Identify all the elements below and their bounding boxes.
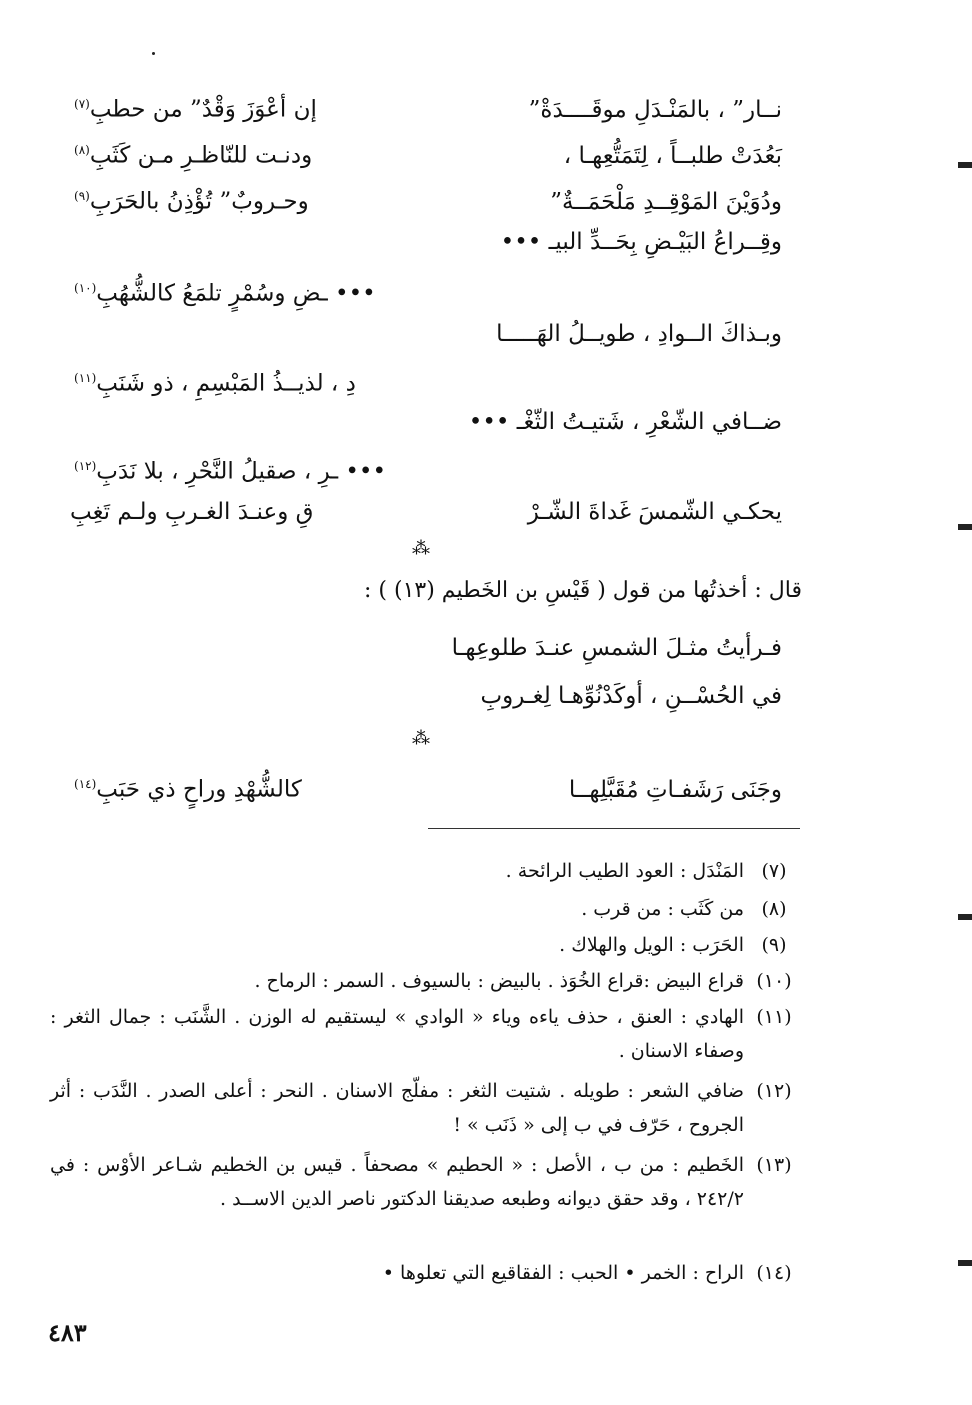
attribution-line: قال : أخذتُها من قول ( قَيْسِ بن الخَطيم (١٣) ) :: [364, 578, 802, 603]
verse-right: ضــافي الشّعْرِ ، شَتيـتُ الثّغْـ •••: [468, 409, 782, 435]
footnote-ref: (١٠): [74, 281, 97, 295]
quote-text: فـرأيتُ مثـلَ الشمسِ عنـدَ طلوعِهـا: [451, 635, 782, 661]
verse-left: [70, 268, 376, 314]
verse-line: [70, 446, 782, 490]
verse-left: [70, 84, 317, 130]
verse-left-text: دِ ، لذيــذُ المَبْسِمِ ، ذو شَنَبِ: [96, 370, 356, 397]
verse-left-text: ••• ـرِ ، صقيلُ النَّحْرِ ، بلا نَدَبِ: [96, 458, 387, 485]
footnote-number: (١٢): [756, 1080, 792, 1102]
footnote: [50, 1000, 804, 1068]
footnote-number: (٩): [761, 934, 787, 956]
footnote-separator: [428, 828, 800, 829]
verse-line: [70, 268, 782, 312]
footnote-number: (٧): [761, 860, 787, 882]
verse-left: [70, 130, 312, 176]
verse-right: بَعُدَتْ طلبــاً ، لِتَمَتُّعِهـا ،: [563, 142, 782, 169]
footnote-text: من كَثَب : من قرب .: [581, 898, 744, 920]
footnote-text: الحَرَب : الويل والهلاك .: [559, 934, 744, 956]
footnote: [50, 928, 804, 962]
footnote-ref: (٨): [74, 143, 90, 157]
verse-right: يحكـي الشّمسَ غَداةَ الشّـرْ: [527, 499, 782, 525]
page-number: ٤٨٣: [48, 1318, 87, 1347]
verse-left: [70, 176, 309, 222]
verse-line: [70, 130, 782, 174]
footnote-text: المَنْدَل : العود الطيب الرائحة .: [505, 860, 744, 882]
verse-right: وقِــراعُ البَيْـضِ بِحَــدِّ البيـ •••: [500, 229, 782, 255]
scan-edge-mark: [958, 1260, 972, 1266]
footnote: [50, 892, 804, 926]
quote-text: في الحُسْــنِ ، أوكَدْنُوِّهـا لِغـروبِ: [480, 683, 782, 709]
footnote: [50, 1074, 804, 1142]
verse-line: [70, 492, 782, 536]
verse-left-text: إن أعْوَزَ وَقْدٌ” من حطبِ: [89, 96, 317, 123]
verse-left-text: ••• ـضِ وسُمْرٍ تلمَعُ كالشُّهُبِ: [96, 280, 376, 307]
verse-line: [70, 222, 782, 266]
footnote: [50, 964, 804, 998]
verse-line: [70, 402, 782, 446]
scan-edge-mark: [958, 524, 972, 530]
verse-left: [70, 358, 356, 404]
scan-edge-mark: [958, 162, 972, 168]
verse-line: [70, 84, 782, 128]
footnote-ref: (٩): [74, 189, 90, 203]
footnote-number: (١٣): [756, 1154, 792, 1176]
footnote-text: الراح : الخمر • الحبب : الفقاقيع التي تعلوها •: [382, 1262, 744, 1284]
verse-left: [70, 764, 302, 810]
scan-edge-mark: [958, 914, 972, 920]
section-stars: ⁂: [412, 728, 426, 749]
footnote-ref: (١٤): [74, 777, 97, 791]
footnote-text: الخَطيم : من ب ، الأصل : « الحطيم » مصحفاً . قيس بن الخطيم شـاعر الأوْس : في ٢٤٢/٢ ، وقد حقق ديوانه وطبعه صديقنا الدكتور ناصر الدين الاســد .: [50, 1154, 744, 1210]
verse-left: [70, 446, 386, 492]
footnote-text: الهادي : العنق ، حذف ياءه وياء « الوادي » ليستقيم له الوزن . الشَّنَب : جمال الثغر : وصفاء الاسنان .: [50, 1006, 744, 1062]
footnote: [50, 1256, 804, 1290]
verse-right: ودُوَيْنَ المَوْقِــدِ مَلْحَمَــةٌ”: [550, 188, 782, 215]
verse-line: [70, 314, 782, 358]
footnote: [50, 1148, 804, 1216]
footnote-number: (١١): [756, 1006, 792, 1028]
verse-line: [70, 358, 782, 402]
verse-left-text: كالشُّهْدِ وراحٍ ذي حَبَبِ: [96, 776, 302, 803]
footnote: [50, 854, 804, 888]
footnote-number: (١٤): [756, 1262, 792, 1284]
verse-right: وجَنَى رَشَفـاتِ مُقَبَّلِهــا: [568, 776, 782, 803]
verse-right: نــار” ، بالمَنْـدَلِ موقَــــدَةْ”: [528, 96, 782, 123]
footnote-number: (١٠): [756, 970, 792, 992]
quoted-verse-line: [70, 628, 782, 672]
footnote-ref: (١١): [74, 371, 97, 385]
footnote-text: قراع البيض :قراع الخُوَذ . بالبيض : بالسيوف . السمر : الرماح .: [254, 970, 744, 992]
footnote-ref: (٧): [74, 97, 90, 111]
footnote-text: ضافي الشعر : طويله . شتيت الثغر : مفلّج الاسنان . النحر : أعلى الصدر . النَّدَب : أثر الجروح ، حَرّف في ب إلى « ذَنَب » !: [50, 1080, 744, 1136]
footnote-number: (٨): [761, 898, 787, 920]
ink-dot: [152, 52, 155, 55]
footnote-ref: (١٢): [74, 459, 97, 473]
verse-line: [70, 764, 782, 808]
verse-line: [70, 176, 782, 220]
verse-left: قِ وعنـدَ الغـربِ ولـم تَغِبِ: [70, 499, 314, 525]
verse-left-text: ودنـت للنّاظـرِ مـن كَثَبِ: [89, 142, 313, 169]
section-stars: ⁂: [412, 538, 426, 559]
verse-right: وبـذاكَ الــوادِ ، طويــلُ الهَـــــا: [496, 321, 782, 347]
quoted-verse-line: [70, 676, 782, 720]
verse-left-text: وحـروبٌ” تُؤْذِنُ بالحَرَبِ: [89, 188, 309, 215]
